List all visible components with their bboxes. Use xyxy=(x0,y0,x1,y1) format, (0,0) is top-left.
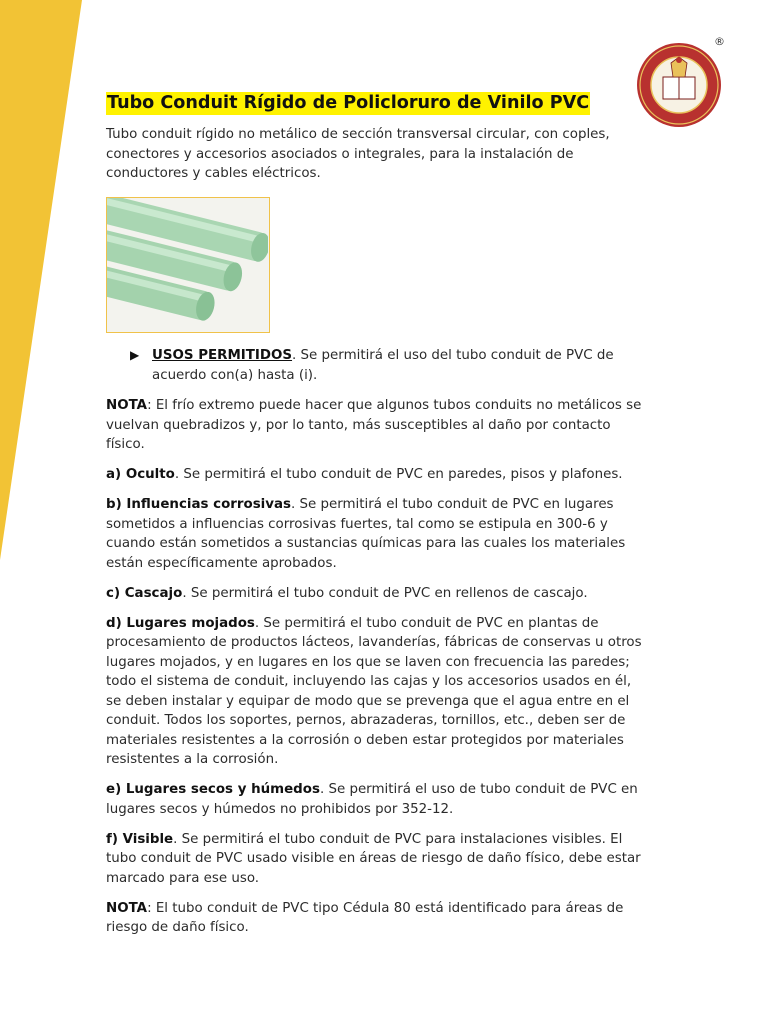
final-note-label: NOTA xyxy=(106,900,148,916)
item-d-text: . Se permitirá el tubo conduit de PVC en plantas de procesamiento de productos lácteos, lavanderías, fábricas de conservas u otros lugares mojados, y en lugares en los que se laven con frecuencia las paredes; todo el sistema de conduit, incluyendo las cajas y los accesorios usados en él, se deben instalar y equipar de modo que se prevenga que el agua entre en el conduit. Todos los soportes, pernos, abrazaderas, tornillos, etc., deben ser de materiales resistentes a la corrosión o deben estar protegidos por materiales resistentes a la corrosión. xyxy=(106,615,642,767)
final-note-paragraph xyxy=(106,899,646,938)
item-e-text: . Se permitirá el uso de tubo conduit de PVC en lugares secos y húmedos no prohibidos por 352-12. xyxy=(106,782,638,817)
permitted-uses-bullet xyxy=(130,346,660,385)
note-label: NOTA xyxy=(106,398,148,413)
page-title: Tubo Conduit Rígido de Policloruro de Vinilo PVC xyxy=(107,93,590,113)
item-f-label: f) Visible xyxy=(106,831,174,847)
item-c-label: c) Cascajo xyxy=(106,585,183,601)
final-note-text: : El tubo conduit de PVC tipo Cédula 80 está identificado para áreas de riesgo de daño físico. xyxy=(106,900,624,935)
seal-registered-mark: ® xyxy=(714,35,725,48)
item-f-paragraph xyxy=(106,830,646,889)
bullet-label: USOS PERMITIDOS xyxy=(152,348,293,363)
item-a-paragraph xyxy=(106,465,646,485)
document-content xyxy=(106,92,646,184)
pvc-pipes-photo xyxy=(106,197,270,333)
item-c-text: . Se permitirá el tubo conduit de PVC en rellenos de cascajo. xyxy=(182,585,588,601)
institute-seal-logo xyxy=(633,37,725,129)
item-a-label: a) Oculto xyxy=(106,467,175,482)
item-f-text: . Se permitirá el tubo conduit de PVC para instalaciones visibles. El tubo conduit de PVC usado visible en áreas de riesgo de daño físico, debe estar marcado para ese uso. xyxy=(106,831,641,886)
paragraph-list xyxy=(106,396,646,948)
bullet-text xyxy=(152,346,660,385)
item-e-label: e) Lugares secos y húmedos xyxy=(106,782,320,797)
intro-paragraph: Tubo conduit rígido no metálico de sección transversal circular, con coples, conectores y accesorios asociados o integrales, para la instalación de conductores y cables eléctricos. xyxy=(106,127,610,181)
item-d-paragraph xyxy=(106,614,646,770)
item-a-text: . Se permitirá el tubo conduit de PVC en paredes, pisos y plafones. xyxy=(174,467,623,482)
item-b-paragraph xyxy=(106,495,646,573)
item-b-label: b) Influencias corrosivas xyxy=(106,497,291,512)
bullet-arrow-icon: ▶ xyxy=(130,348,140,362)
bullet-body: . Se permitirá el uso del tubo conduit de PVC de acuerdo con(a) hasta (i). xyxy=(152,348,614,383)
item-c-paragraph xyxy=(106,584,646,604)
note-paragraph xyxy=(106,396,646,455)
note-text: : El frío extremo puede hacer que algunos tubos conduits no metálicos se vuelvan quebradizos y, por lo tanto, más susceptibles al daño por contacto físico. xyxy=(106,398,642,452)
item-e-paragraph xyxy=(106,780,646,819)
item-b-text: . Se permitirá el tubo conduit de PVC en lugares sometidos a influencias corrosivas fuertes, tal como se estipula en 300-6 y cuando están sometidos a sustancias químicas para las cuales los materiales están específicamente aprobados. xyxy=(106,497,626,571)
item-d-label: d) Lugares mojados xyxy=(106,615,255,631)
